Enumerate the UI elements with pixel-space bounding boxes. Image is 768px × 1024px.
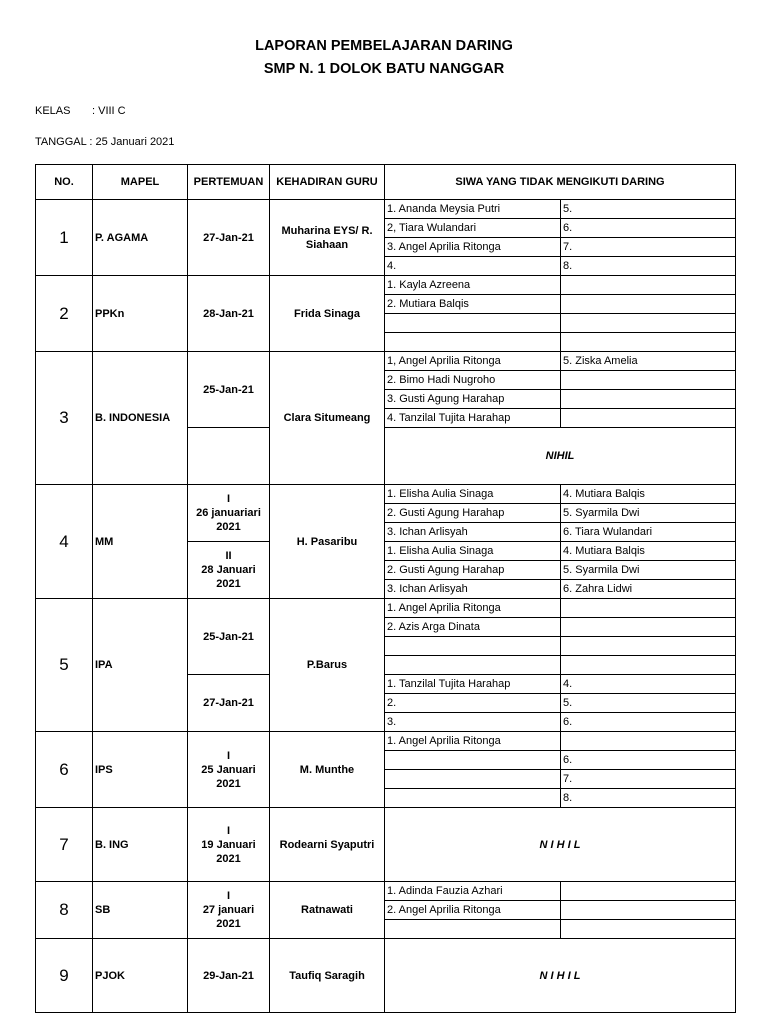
student-cell: 1. Angel Aprilia Ritonga <box>385 732 561 751</box>
student-cell: 7. <box>561 770 736 789</box>
student-cell <box>561 882 736 901</box>
table-row <box>36 200 736 219</box>
row-mapel: P. AGAMA <box>93 200 188 276</box>
student-cell <box>561 618 736 637</box>
student-cell: 1. Adinda Fauzia Azhari <box>385 882 561 901</box>
student-cell <box>561 732 736 751</box>
student-cell <box>385 314 561 333</box>
student-cell: 4. <box>561 675 736 694</box>
student-cell <box>385 770 561 789</box>
row-no: 9 <box>36 939 93 1013</box>
row-pertemuan: 29-Jan-21 <box>188 939 270 1013</box>
student-cell: 3. Ichan Arlisyah <box>385 523 561 542</box>
student-cell <box>385 920 561 939</box>
student-cell: 2. Gusti Agung Harahap <box>385 561 561 580</box>
student-cell <box>561 390 736 409</box>
student-cell: 8. <box>561 789 736 808</box>
student-cell: 2. Mutiara Balqis <box>385 295 561 314</box>
student-cell: 1. Elisha Aulia Sinaga <box>385 485 561 504</box>
student-cell: 2, Tiara Wulandari <box>385 219 561 238</box>
school-name: SMP N. 1 DOLOK BATU NANGGAR <box>263 61 505 77</box>
header-no: NO. <box>36 165 93 200</box>
nihil-label: NIHIL <box>385 428 736 485</box>
student-cell: 4. <box>385 257 561 276</box>
student-cell: 1. Elisha Aulia Sinaga <box>385 542 561 561</box>
student-cell: 1. Ananda Meysia Putri <box>385 200 561 219</box>
row-guru: M. Munthe <box>270 732 385 808</box>
student-cell: 5. <box>561 694 736 713</box>
student-cell: 8. <box>561 257 736 276</box>
student-cell <box>561 637 736 656</box>
row-no: 4 <box>36 485 93 599</box>
row-pertemuan: 27-Jan-21 <box>188 200 270 276</box>
student-cell: 7. <box>561 238 736 257</box>
row-guru: Frida Sinaga <box>270 276 385 352</box>
row-guru: Clara Situmeang <box>270 352 385 485</box>
table-row <box>36 485 736 504</box>
student-cell: 4. Mutiara Balqis <box>561 542 736 561</box>
student-cell: 5. Syarmila Dwi <box>561 504 736 523</box>
table-row <box>36 599 736 618</box>
student-cell: 2. Gusti Agung Harahap <box>385 504 561 523</box>
nihil-label: N I H I L <box>385 808 736 882</box>
student-cell <box>561 901 736 920</box>
table-row <box>36 732 736 751</box>
student-cell <box>561 599 736 618</box>
student-cell: 2. Bimo Hadi Nugroho <box>385 371 561 390</box>
header-siswa: SIWA YANG TIDAK MENGIKUTI DARING <box>385 165 736 200</box>
row-mapel: PJOK <box>93 939 188 1013</box>
kelas-value: : VIII C <box>92 105 126 117</box>
row-no: 5 <box>36 599 93 732</box>
row-pertemuan-2: 27-Jan-21 <box>188 675 270 732</box>
row-pertemuan-1: I 26 januariari 2021 <box>188 485 270 542</box>
student-cell <box>561 314 736 333</box>
student-cell <box>561 656 736 675</box>
row-mapel: B. ING <box>93 808 188 882</box>
row-no: 1 <box>36 200 93 276</box>
row-pertemuan: I 27 januari 2021 <box>188 882 270 939</box>
row-guru: Taufiq Saragih <box>270 939 385 1013</box>
row-mapel: MM <box>93 485 188 599</box>
row-pertemuan: I 25 Januari 2021 <box>188 732 270 808</box>
row-pertemuan: I 19 Januari 2021 <box>188 808 270 882</box>
student-cell: 1, Angel Aprilia Ritonga <box>385 352 561 371</box>
row-mapel: B. INDONESIA <box>93 352 188 485</box>
student-cell: 3. Angel Aprilia Ritonga <box>385 238 561 257</box>
student-cell: 5. <box>561 200 736 219</box>
student-cell <box>561 920 736 939</box>
student-cell: 3. <box>385 713 561 732</box>
row-pertemuan: 25-Jan-21 <box>188 352 270 428</box>
student-cell: 1. Angel Aprilia Ritonga <box>385 599 561 618</box>
pertemuan-empty <box>188 428 270 485</box>
table-header <box>36 165 736 200</box>
student-cell <box>385 333 561 352</box>
student-cell <box>385 637 561 656</box>
kelas-line <box>35 105 126 117</box>
student-cell: 6. Zahra Lidwi <box>561 580 736 599</box>
student-cell: 2. Azis Arga Dinata <box>385 618 561 637</box>
row-mapel: IPS <box>93 732 188 808</box>
row-guru: H. Pasaribu <box>270 485 385 599</box>
row-pertemuan-2: II 28 Januari 2021 <box>188 542 270 599</box>
student-cell: 2. <box>385 694 561 713</box>
table-row <box>36 808 736 882</box>
kelas-label: KELAS <box>35 105 71 117</box>
row-guru: P.Barus <box>270 599 385 732</box>
student-cell <box>385 751 561 770</box>
student-cell: 6. <box>561 219 736 238</box>
student-cell <box>561 276 736 295</box>
header-pertemuan: PERTEMUAN <box>188 165 270 200</box>
row-no: 7 <box>36 808 93 882</box>
student-cell: 3. Gusti Agung Harahap <box>385 390 561 409</box>
tanggal-line <box>35 136 174 148</box>
tanggal-value: : 25 Januari 2021 <box>89 136 175 148</box>
nihil-label: N I H I L <box>385 939 736 1013</box>
student-cell: 4. Mutiara Balqis <box>561 485 736 504</box>
report-table <box>35 164 736 1013</box>
row-guru: Rodearni Syaputri <box>270 808 385 882</box>
table-row <box>36 276 736 295</box>
student-cell: 5. Ziska Amelia <box>561 352 736 371</box>
student-cell: 1. Tanzilal Tujita Harahap <box>385 675 561 694</box>
row-pertemuan-1: 25-Jan-21 <box>188 599 270 675</box>
row-mapel: SB <box>93 882 188 939</box>
table-row <box>36 939 736 1013</box>
student-cell <box>385 789 561 808</box>
row-no: 3 <box>36 352 93 485</box>
student-cell: 4. Tanzilal Tujita Harahap <box>385 409 561 428</box>
row-mapel: IPA <box>93 599 188 732</box>
table-row <box>36 352 736 371</box>
student-cell: 5. Syarmila Dwi <box>561 561 736 580</box>
student-cell: 6. <box>561 713 736 732</box>
row-guru: Muharina EYS/ R. Siahaan <box>270 200 385 276</box>
row-no: 6 <box>36 732 93 808</box>
student-cell: 2. Angel Aprilia Ritonga <box>385 901 561 920</box>
student-cell: 6. Tiara Wulandari <box>561 523 736 542</box>
row-no: 2 <box>36 276 93 352</box>
student-cell <box>561 295 736 314</box>
student-cell <box>561 409 736 428</box>
student-cell <box>561 371 736 390</box>
row-mapel: PPKn <box>93 276 188 352</box>
table-row <box>36 882 736 901</box>
student-cell: 3. Ichan Arlisyah <box>385 580 561 599</box>
row-pertemuan: 28-Jan-21 <box>188 276 270 352</box>
student-cell: 6. <box>561 751 736 770</box>
header-mapel: MAPEL <box>93 165 188 200</box>
student-cell <box>385 656 561 675</box>
student-cell: 1. Kayla Azreena <box>385 276 561 295</box>
tanggal-label: TANGGAL <box>35 136 87 148</box>
student-cell <box>561 333 736 352</box>
header-kehadiran-guru: KEHADIRAN GURU <box>270 165 385 200</box>
row-no: 8 <box>36 882 93 939</box>
row-guru: Ratnawati <box>270 882 385 939</box>
report-title: LAPORAN PEMBELAJARAN DARING <box>255 38 513 54</box>
